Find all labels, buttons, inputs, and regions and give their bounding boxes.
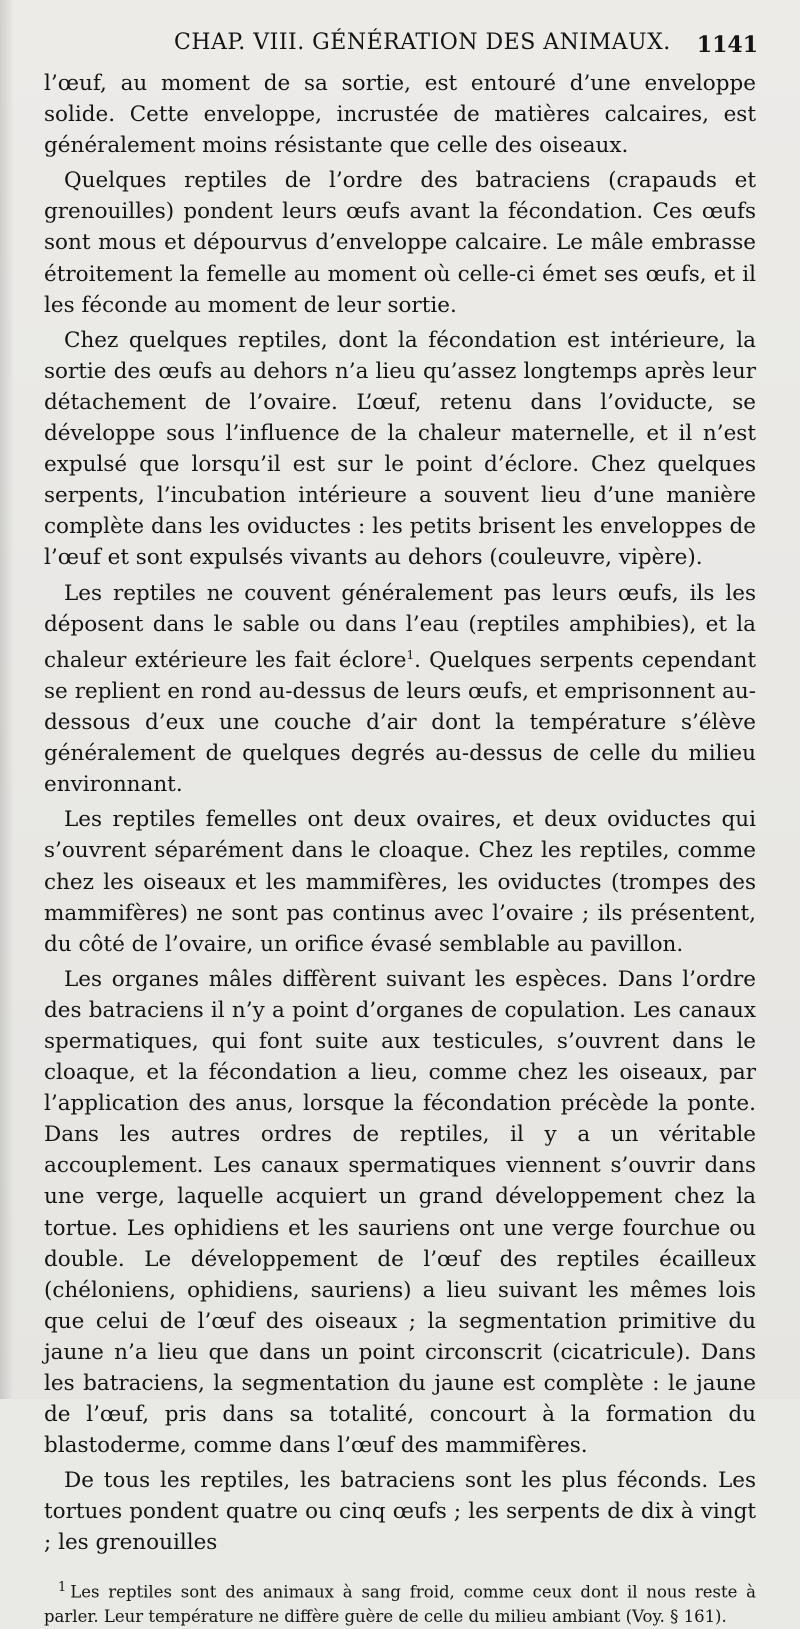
paragraph-incubation-text-a: Les reptiles ne couvent généralement pas leurs œufs, ils les déposent dans le sable ou dans l’eau (reptiles amphibies), et la chaleur extérieure les fait éclore bbox=[44, 580, 756, 673]
footnote-reference: 1 bbox=[406, 647, 415, 662]
footnote-mark: 1 bbox=[58, 1579, 67, 1595]
paragraph-fecondation-interieure: Chez quelques reptiles, dont la fécondation est intérieure, la sortie des œufs au dehors n’a lieu qu’assez longtemps après leur détachement de l’ovaire. L’œuf, retenu dans l’oviducte, se développe sous l’influence de la chaleur maternelle, et il n’est expulsé que lorsqu’il est sur le point d’éclore. Chez quelques serpents, l’incubation intérieure a souvent lieu d’une manière complète dans les oviductes : les petits brisent les enveloppes de l’œuf et sont expulsés vivants au dehors (couleuvre, vipère). bbox=[44, 327, 756, 571]
paragraph-batraciens-ponte: Quelques reptiles de l’ordre des batraciens (crapauds et grenouilles) pondent leurs œufs avant la fécondation. Ces œufs sont mous et dépourvus d’enveloppe calcaire. Le mâle embrasse étroitement la femelle au moment où celle-ci émet ses œufs, et il les féconde au moment de leur sortie. bbox=[44, 168, 756, 318]
running-header bbox=[44, 22, 756, 68]
paragraph-continuation: l’œuf, au moment de sa sortie, est entouré d’une enveloppe solide. Cette enveloppe, incrustée de matières calcaires, est généralement moins résistante que celle des oiseaux. bbox=[44, 71, 756, 159]
running-title: CHAP. VIII. GÉNÉRATION DES ANIMAUX. bbox=[174, 30, 671, 55]
paragraph-organes-males: Les organes mâles diffèrent suivant les espèces. Dans l’ordre des batraciens il n’y a point d’organes de copulation. Les canaux spermatiques, qui font suite aux testicules, s’ouvrent dans le cloaque, et la fécondation a lieu, comme chez les oiseaux, par l’application des anus, lorsque la fécondation précède la ponte. Dans les autres ordres de reptiles, il y a un véritable accouplement. Les canaux spermatiques viennent s’ouvrir dans une verge, laquelle acquiert un grand développement chez la tortue. Les ophidiens et les sauriens ont une verge fourchue ou double. Le développement de l’œuf des reptiles écailleux (chéloniens, ophidiens, sauriens) a lieu suivant les mêmes lois que celui de l’œuf des oiseaux ; la segmentation primitive du jaune n’a lieu que dans un point circonscrit (cicatricule). Dans les batraciens, la segmentation du jaune est complète : le jaune de l’œuf, pris dans sa totalité, concourt à la formation du blastoderme, comme dans l’œuf des mammifères. bbox=[44, 966, 756, 1459]
paragraph-organes-femelles: Les reptiles femelles ont deux ovaires, et deux oviductes qui s’ouvrent séparément dans le cloaque. Chez les reptiles, comme chez les oiseaux et les mammifères, les oviductes (trompes des mammifères) ne sont pas continus avec l’ovaire ; ils présentent, du côté de l’ovaire, un orifice évasé semblable au pavillon. bbox=[44, 807, 756, 957]
page-number: 1141 bbox=[696, 32, 758, 58]
body-text bbox=[44, 68, 756, 1559]
paragraph-fecondite: De tous les reptiles, les batraciens sont les plus féconds. Les tortues pondent quatre ou cinq œufs ; les serpents de dix à vingt ; les grenouilles bbox=[44, 1468, 756, 1556]
page-edge-shadow bbox=[0, 0, 14, 1399]
paragraph-incubation-text-b: . Quelques serpents cependant se replient en rond au-dessus de leurs œufs, et emprisonnent au-dessous d’eux une couche d’air dont la température s’élève généralement de quelques degrés au-dessus de celle du milieu environnant. bbox=[44, 647, 756, 798]
footnote bbox=[44, 1575, 756, 1629]
footnote-text: Les reptiles sont des animaux à sang froid, comme ceux dont il nous reste à parler. Leur température ne diffère guère de celle du milieu ambiant (Voy. § 161). bbox=[44, 1582, 756, 1627]
paragraph-incubation bbox=[44, 578, 756, 801]
